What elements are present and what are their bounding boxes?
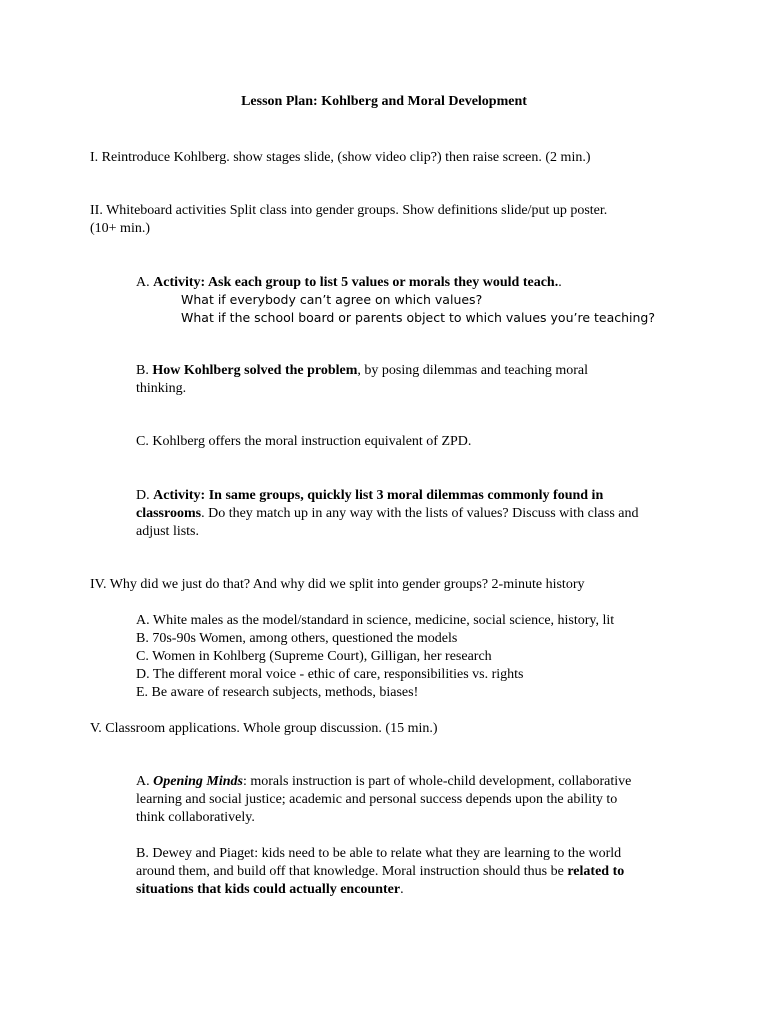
- item-va-bold-italic: Opening Minds: [153, 774, 243, 789]
- list-item: B. 70s-90s Women, among others, questioned the models: [136, 631, 458, 646]
- activity-a-prefix: A.: [136, 275, 154, 290]
- activity-a-question-2: What if the school board or parents object to which values you’re teaching?: [181, 310, 655, 325]
- item-va-prefix: A.: [136, 774, 154, 789]
- item-b-prefix: B.: [136, 363, 153, 378]
- activity-d-prefix: D.: [136, 488, 154, 503]
- activity-a-suffix: .: [558, 275, 562, 290]
- item-vb-bold-2: situations that kids could actually encounter: [136, 882, 401, 897]
- item-b-rest: , by posing dilemmas and teaching moral: [357, 363, 588, 378]
- activity-a-question-1: What if everybody can’t agree on which values?: [181, 292, 483, 307]
- item-b-bold: How Kohlberg solved the problem: [152, 363, 358, 378]
- item-vb-line-2: [136, 863, 624, 881]
- section-ii-line-1: II. Whiteboard activities Split class into gender groups. Show definitions slide/put up poster.: [90, 203, 608, 218]
- activity-a-bold: Activity: Ask each group to list 5 values or morals they would teach.: [153, 275, 559, 290]
- activity-d-bold-1: Activity: In same groups, quickly list 3 moral dilemmas commonly found in: [153, 488, 604, 503]
- item-vb-bold-1: related to: [567, 864, 625, 879]
- section-ii-line-2: (10+ min.): [90, 221, 150, 236]
- item-b-line-2: thinking.: [136, 381, 187, 396]
- item-vb-line-1: B. Dewey and Piaget: kids need to be able to relate what they are learning to the world: [136, 846, 622, 861]
- list-item: C. Women in Kohlberg (Supreme Court), Gilligan, her research: [136, 649, 492, 664]
- activity-d-line-1: [136, 487, 603, 505]
- item-b-line-1: [136, 362, 588, 380]
- activity-d-line-3: adjust lists.: [136, 524, 200, 539]
- item-va-line-1: [136, 773, 631, 791]
- list-item: D. The different moral voice - ethic of care, responsibilities vs. rights: [136, 667, 524, 682]
- section-i: I. Reintroduce Kohlberg. show stages slide, (show video clip?) then raise screen. (2 min.): [90, 150, 591, 165]
- item-vb-end: .: [400, 882, 404, 897]
- document-title: Lesson Plan: Kohlberg and Moral Development: [241, 94, 527, 109]
- list-item: E. Be aware of research subjects, methods, biases!: [136, 685, 419, 700]
- item-c: C. Kohlberg offers the moral instruction equivalent of ZPD.: [136, 434, 472, 449]
- section-v: V. Classroom applications. Whole group discussion. (15 min.): [90, 721, 438, 736]
- item-va-rest: : morals instruction is part of whole-child development, collaborative: [242, 774, 632, 789]
- item-va-line-2: learning and social justice; academic and personal success depends upon the ability to: [136, 792, 618, 807]
- activity-d-bold-2: classrooms: [136, 506, 202, 521]
- section-iv: IV. Why did we just do that? And why did we split into gender groups? 2-minute history: [90, 577, 585, 592]
- activity-a: [136, 274, 562, 292]
- activity-d-line-2: [136, 505, 639, 523]
- item-vb-text: around them, and build off that knowledge. Moral instruction should thus be: [136, 864, 568, 879]
- activity-d-rest: . Do they match up in any way with the lists of values? Discuss with class and: [201, 506, 639, 521]
- list-item: A. White males as the model/standard in science, medicine, social science, history, lit: [136, 613, 615, 628]
- item-va-line-3: think collaboratively.: [136, 810, 255, 825]
- item-vb-line-3: [136, 881, 404, 899]
